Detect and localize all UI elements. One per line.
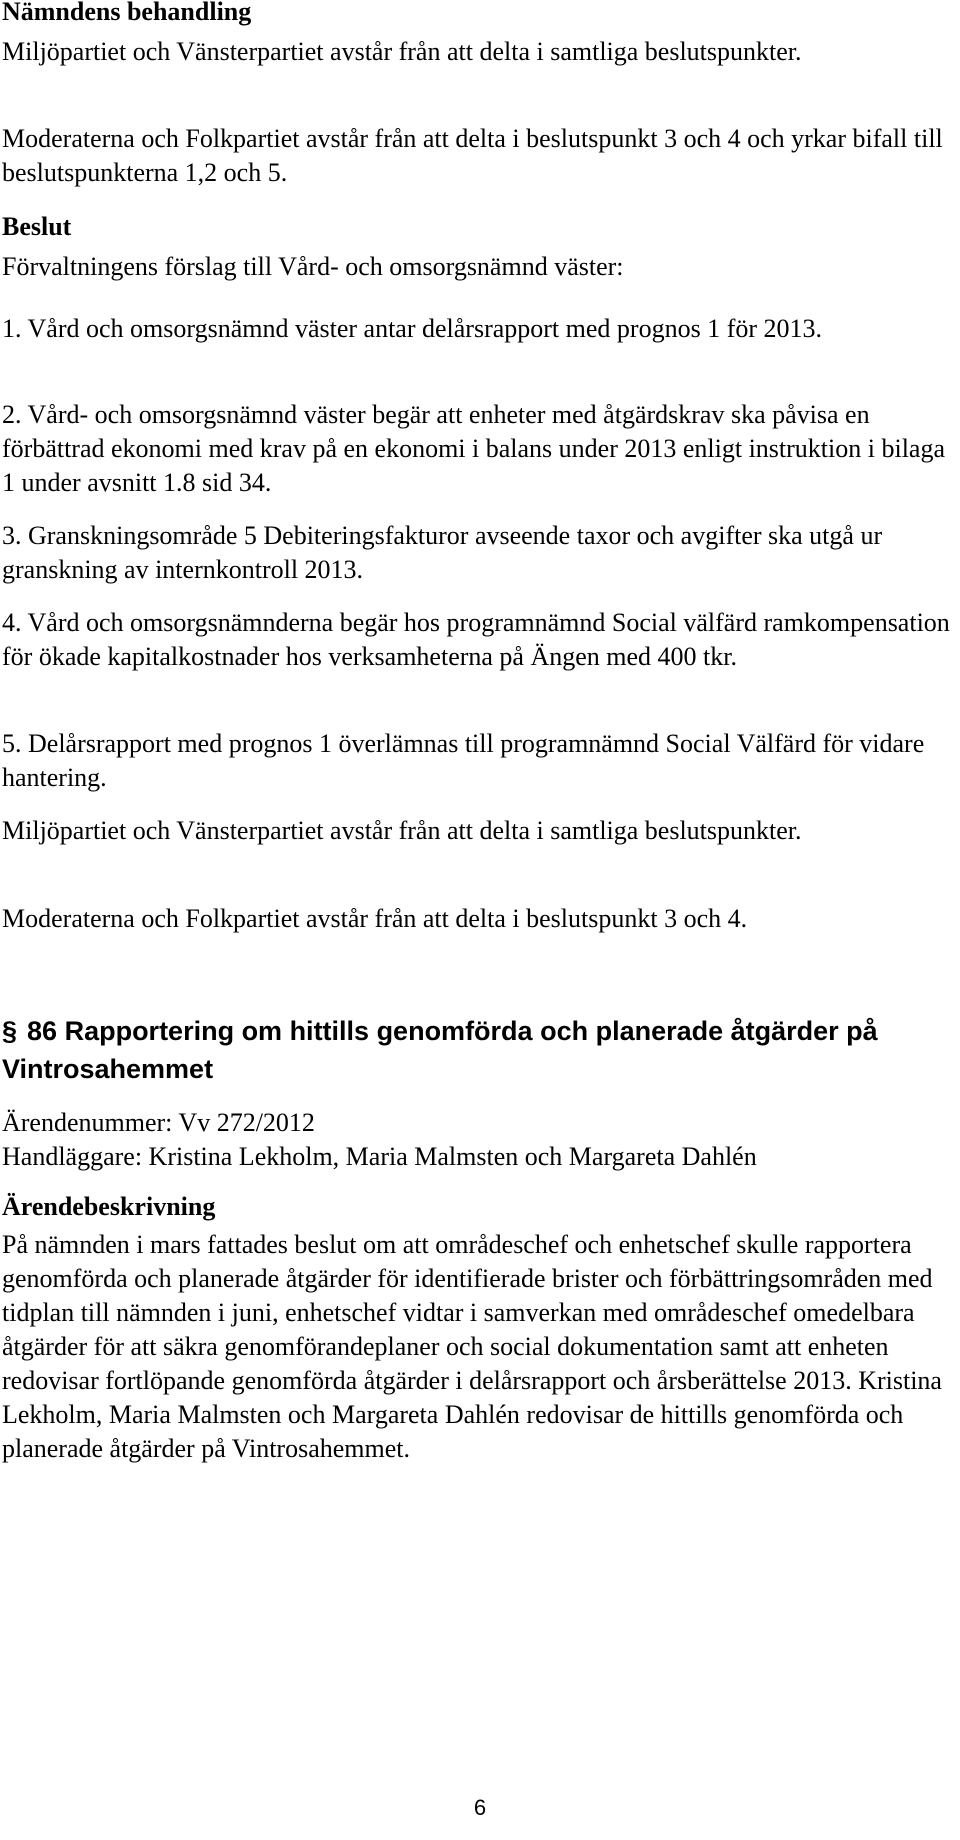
case-number: Ärendenummer: Vv 272/2012: [2, 1108, 315, 1137]
paragraph-m-fp-abstain-2: Moderaterna och Folkpartiet avstår från att delta i beslutspunkt 3 och 4.: [2, 904, 748, 933]
section-heading-arendebeskrivning: Ärendebeskrivning: [2, 1192, 216, 1221]
paragraph-mp-v-abstain: Miljöpartiet och Vänsterpartiet avstår från att delta i samtliga beslutspunkter.: [2, 37, 802, 66]
section-86-title-text: 86 Rapportering om hittills genomförda och planerade åtgärder på Vintrosahemmet: [2, 1016, 878, 1084]
case-description: På nämnden i mars fattades beslut om att områdeschef och enhetschef skulle rapportera genomförda och planerade åtgärder för identifierade brister och förbättringsområden med tidplan till nämnden i juni, enhetschef vidtar i samverkan med områdeschef omedelbara åtgärder för att säkra genomförandeplaner och social dokumentation samt att enheten redovisar fortlöpande genomförda åtgärder i delårsrapport och årsberättelse 2013. Kristina Lekholm, Maria Malmsten och Margareta Dahlén redovisar de hittills genomförda och planerade åtgärder på Vintrosahemmet.: [2, 1230, 942, 1463]
section-heading-namndens-behandling: Nämndens behandling: [2, 0, 252, 26]
decision-item-3: 3. Granskningsområde 5 Debiteringsfakturor avseende taxor och avgifter ska utgå ur granskning av internkontroll 2013.: [2, 521, 883, 584]
page-number: 6: [473, 1795, 487, 1820]
beslut-intro: Förvaltningens förslag till Vård- och omsorgsnämnd väster:: [2, 252, 624, 281]
decision-item-2: 2. Vård- och omsorgsnämnd väster begär att enheter med åtgärdskrav ska påvisa en förbättrad ekonomi med krav på en ekonomi i balans under 2013 enligt instruktion i bilaga 1 under avsnitt 1.8 sid 34.: [2, 400, 945, 497]
paragraph-m-fp-abstain: Moderaterna och Folkpartiet avstår från att delta i beslutspunkt 3 och 4 och yrkar bifall till beslutspunkterna 1,2 och 5.: [2, 124, 943, 187]
decision-item-4: 4. Vård och omsorgsnämnderna begär hos programnämnd Social välfärd ramkompensation för ökade kapitalkostnader hos verksamheterna på Ängen med 400 tkr.: [2, 608, 950, 671]
decision-item-5: 5. Delårsrapport med prognos 1 överlämnas till programnämnd Social Välfärd för vidare hantering.: [2, 729, 925, 792]
section-86-title: [2, 1012, 952, 1088]
decision-item-1: 1. Vård och omsorgsnämnd väster antar delårsrapport med prognos 1 för 2013.: [2, 314, 823, 343]
section-mark: §: [2, 1016, 18, 1046]
paragraph-mp-v-abstain-2: Miljöpartiet och Vänsterpartiet avstår från att delta i samtliga beslutspunkter.: [2, 816, 802, 845]
case-handlers: Handläggare: Kristina Lekholm, Maria Malmsten och Margareta Dahlén: [2, 1142, 757, 1171]
section-heading-beslut: Beslut: [2, 212, 72, 241]
